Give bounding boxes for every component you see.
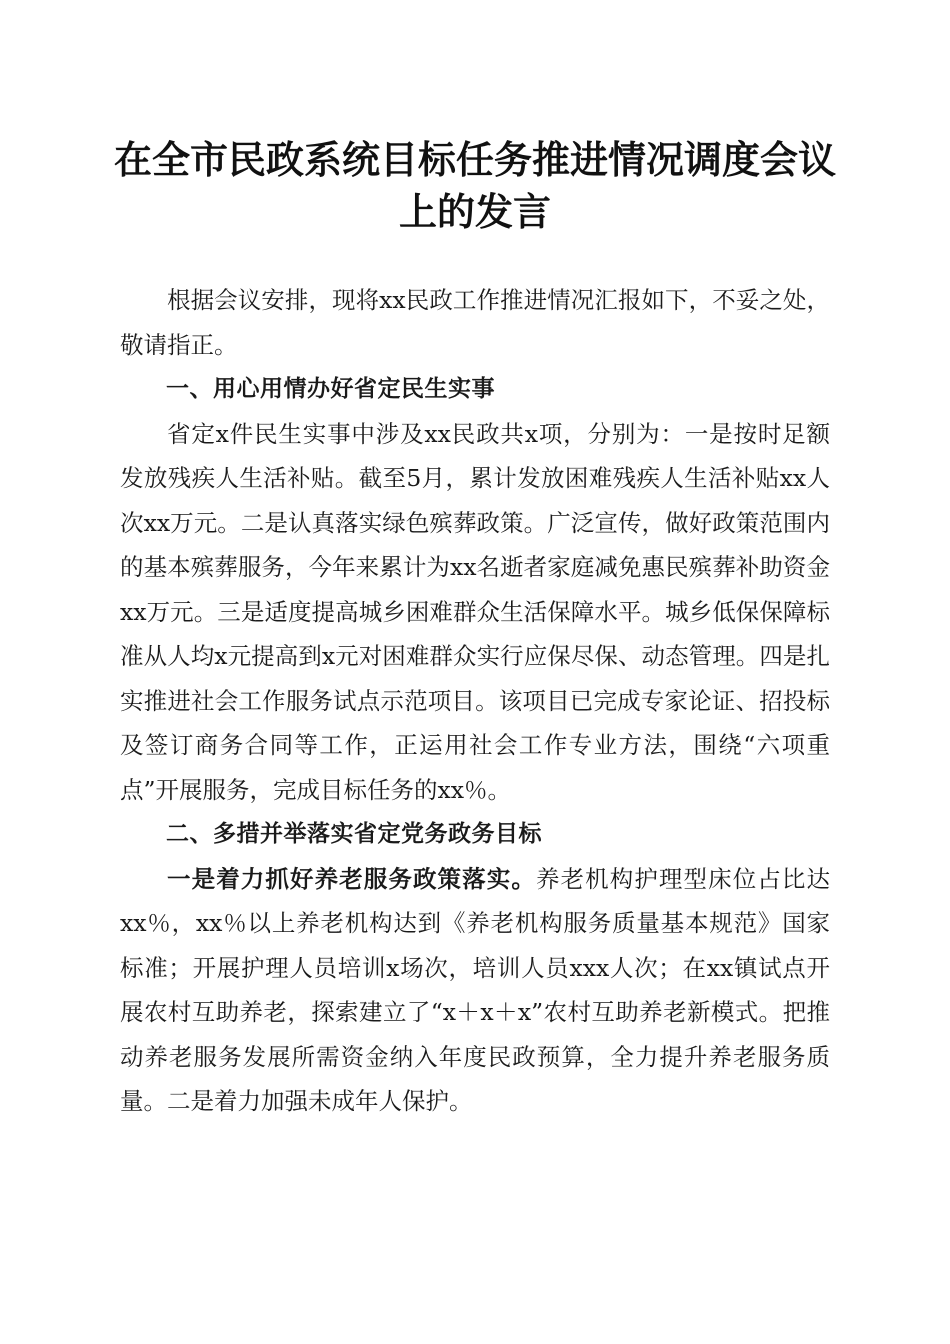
section-2-text: 养老机构护理型床位占比达xx％，xx％以上养老机构达到《养老机构服务质量基本规范》国家标准；开展护理人员培训x场次，培训人员xxx人次；在xx镇试点开展农村互助养老，探索建立了“x＋x＋x”农村互助养老新模式。把推动养老服务发展所需资金纳入年度民政预算，全力提升养老服务质量。二是着力加强未成年人保护。 [120, 864, 831, 1115]
intro-paragraph: 根据会议安排，现将xx民政工作推进情况汇报如下，不妥之处，敬请指正。 [120, 286, 830, 359]
section-1-heading: 一、用心用情办好省定民生实事 [166, 376, 495, 402]
section-2-paragraph [120, 857, 830, 1124]
section-1-paragraph: 省定x件民生实事中涉及xx民政共x项，分别为：一是按时足额发放残疾人生活补贴。截至5月，累计发放困难残疾人生活补贴xx人次xx万元。二是认真落实绿色殡葬政策。广泛宣传，做好政策范围内的基本殡葬服务，今年来累计为xx名逝者家庭减免惠民殡葬补助资金xx万元。三是适度提高城乡困难群众生活保障水平。城乡低保保障标准从人均x元提高到x元对困难群众实行应保尽保、动态管理。四是扎实推进社会工作服务试点示范项目。该项目已完成专家论证、招投标及签订商务合同等工作，正运用社会工作专业方法，围绕“六项重点”开展服务，完成目标任务的xx％。 [120, 419, 830, 804]
section-2-lead: 一是着力抓好养老服务政策落实。 [167, 864, 536, 893]
document-title: 在全市民政系统目标任务推进情况调度会议上的发言 [113, 137, 836, 234]
document-body [120, 278, 830, 1124]
section-2-heading: 二、多措并举落实省定党务政务目标 [166, 821, 542, 847]
